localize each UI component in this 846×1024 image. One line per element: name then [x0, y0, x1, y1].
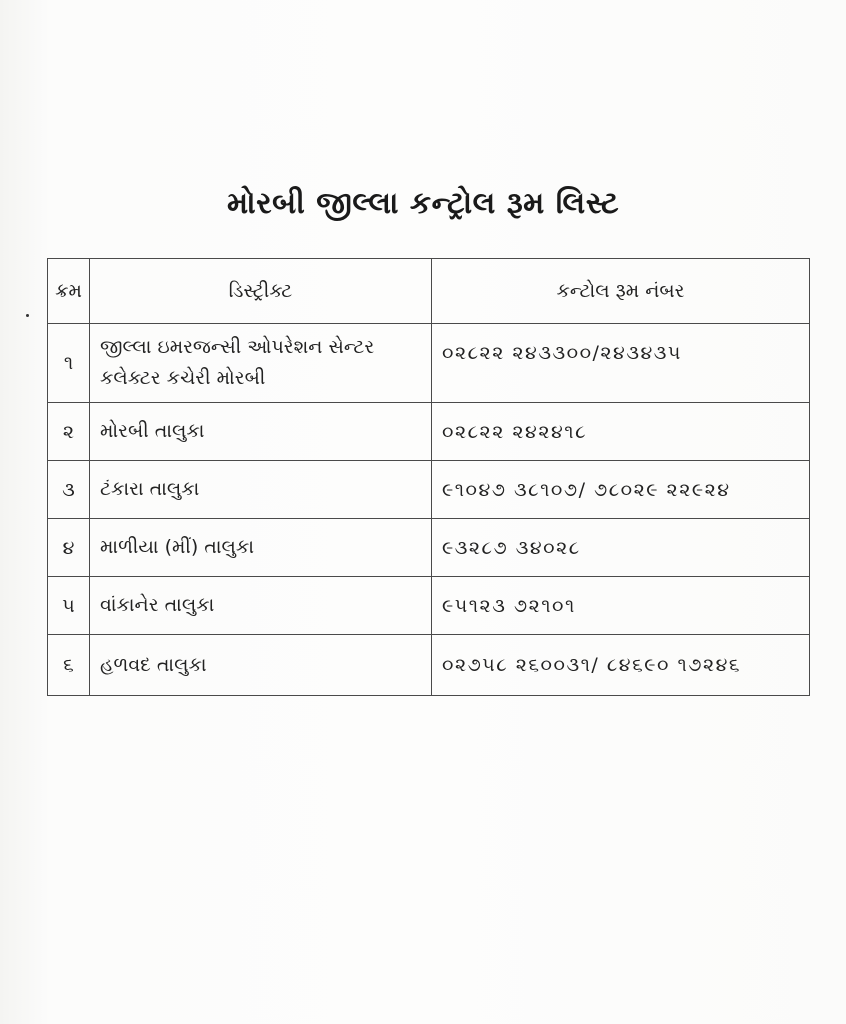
header-control-room-number: કન્ટોલ રૂમ નંબર [432, 259, 810, 324]
table-row [48, 324, 810, 403]
margin-dot [26, 314, 29, 317]
table-row [48, 403, 810, 461]
row-phone: ૯૧૦૪૭ ૩૮૧૦૭/ ૭૮૦૨૯ ૨૨૯૨૪ [432, 461, 810, 519]
row-phone: ૦૨૮૨૨ ૨૪૩૩૦૦/૨૪૩૪૩૫ [432, 324, 810, 403]
row-number: ૧ [48, 324, 90, 403]
row-number: ૪ [48, 519, 90, 577]
row-district: ટંકારા તાલુકા [90, 461, 432, 519]
row-district: મોરબી તાલુકા [90, 403, 432, 461]
table-row [48, 519, 810, 577]
district-line-1: જીલ્લા ઇમરજન્સી ઓપરેશન સેન્ટર [100, 336, 375, 358]
control-room-table [47, 258, 810, 696]
header-district: ડિસ્ટ્રીક્ટ [90, 259, 432, 324]
row-number: ૩ [48, 461, 90, 519]
row-phone: ૯૫૧૨૩ ૭૨૧૦૧ [432, 577, 810, 635]
row-district: વાંકાનેર તાલુકા [90, 577, 432, 635]
row-number: ૨ [48, 403, 90, 461]
table-row [48, 461, 810, 519]
row-phone: ૦૨૮૨૨ ૨૪૨૪૧૮ [432, 403, 810, 461]
row-phone: ૯૩૨૮૭ ૩૪૦૨૮ [432, 519, 810, 577]
table-row [48, 577, 810, 635]
row-district [90, 324, 432, 403]
header-number: ક્રમ [48, 259, 90, 324]
row-district: માળીયા (મીં) તાલુકા [90, 519, 432, 577]
table-header-row [48, 259, 810, 324]
table-row [48, 635, 810, 696]
district-line-2: કલેક્ટર કચેરી મોરબી [100, 367, 266, 389]
document-title: મોરબી જીલ્લા કન્ટ્રોલ રૂમ લિસ્ટ [226, 186, 620, 221]
row-district: હળવદ તાલુકા [90, 635, 432, 696]
row-number: ૬ [48, 635, 90, 696]
row-number: ૫ [48, 577, 90, 635]
row-phone: ૦૨૭૫૮ ૨૬૦૦૩૧/ ૮૪૬૯૦ ૧૭૨૪૬ [432, 635, 810, 696]
